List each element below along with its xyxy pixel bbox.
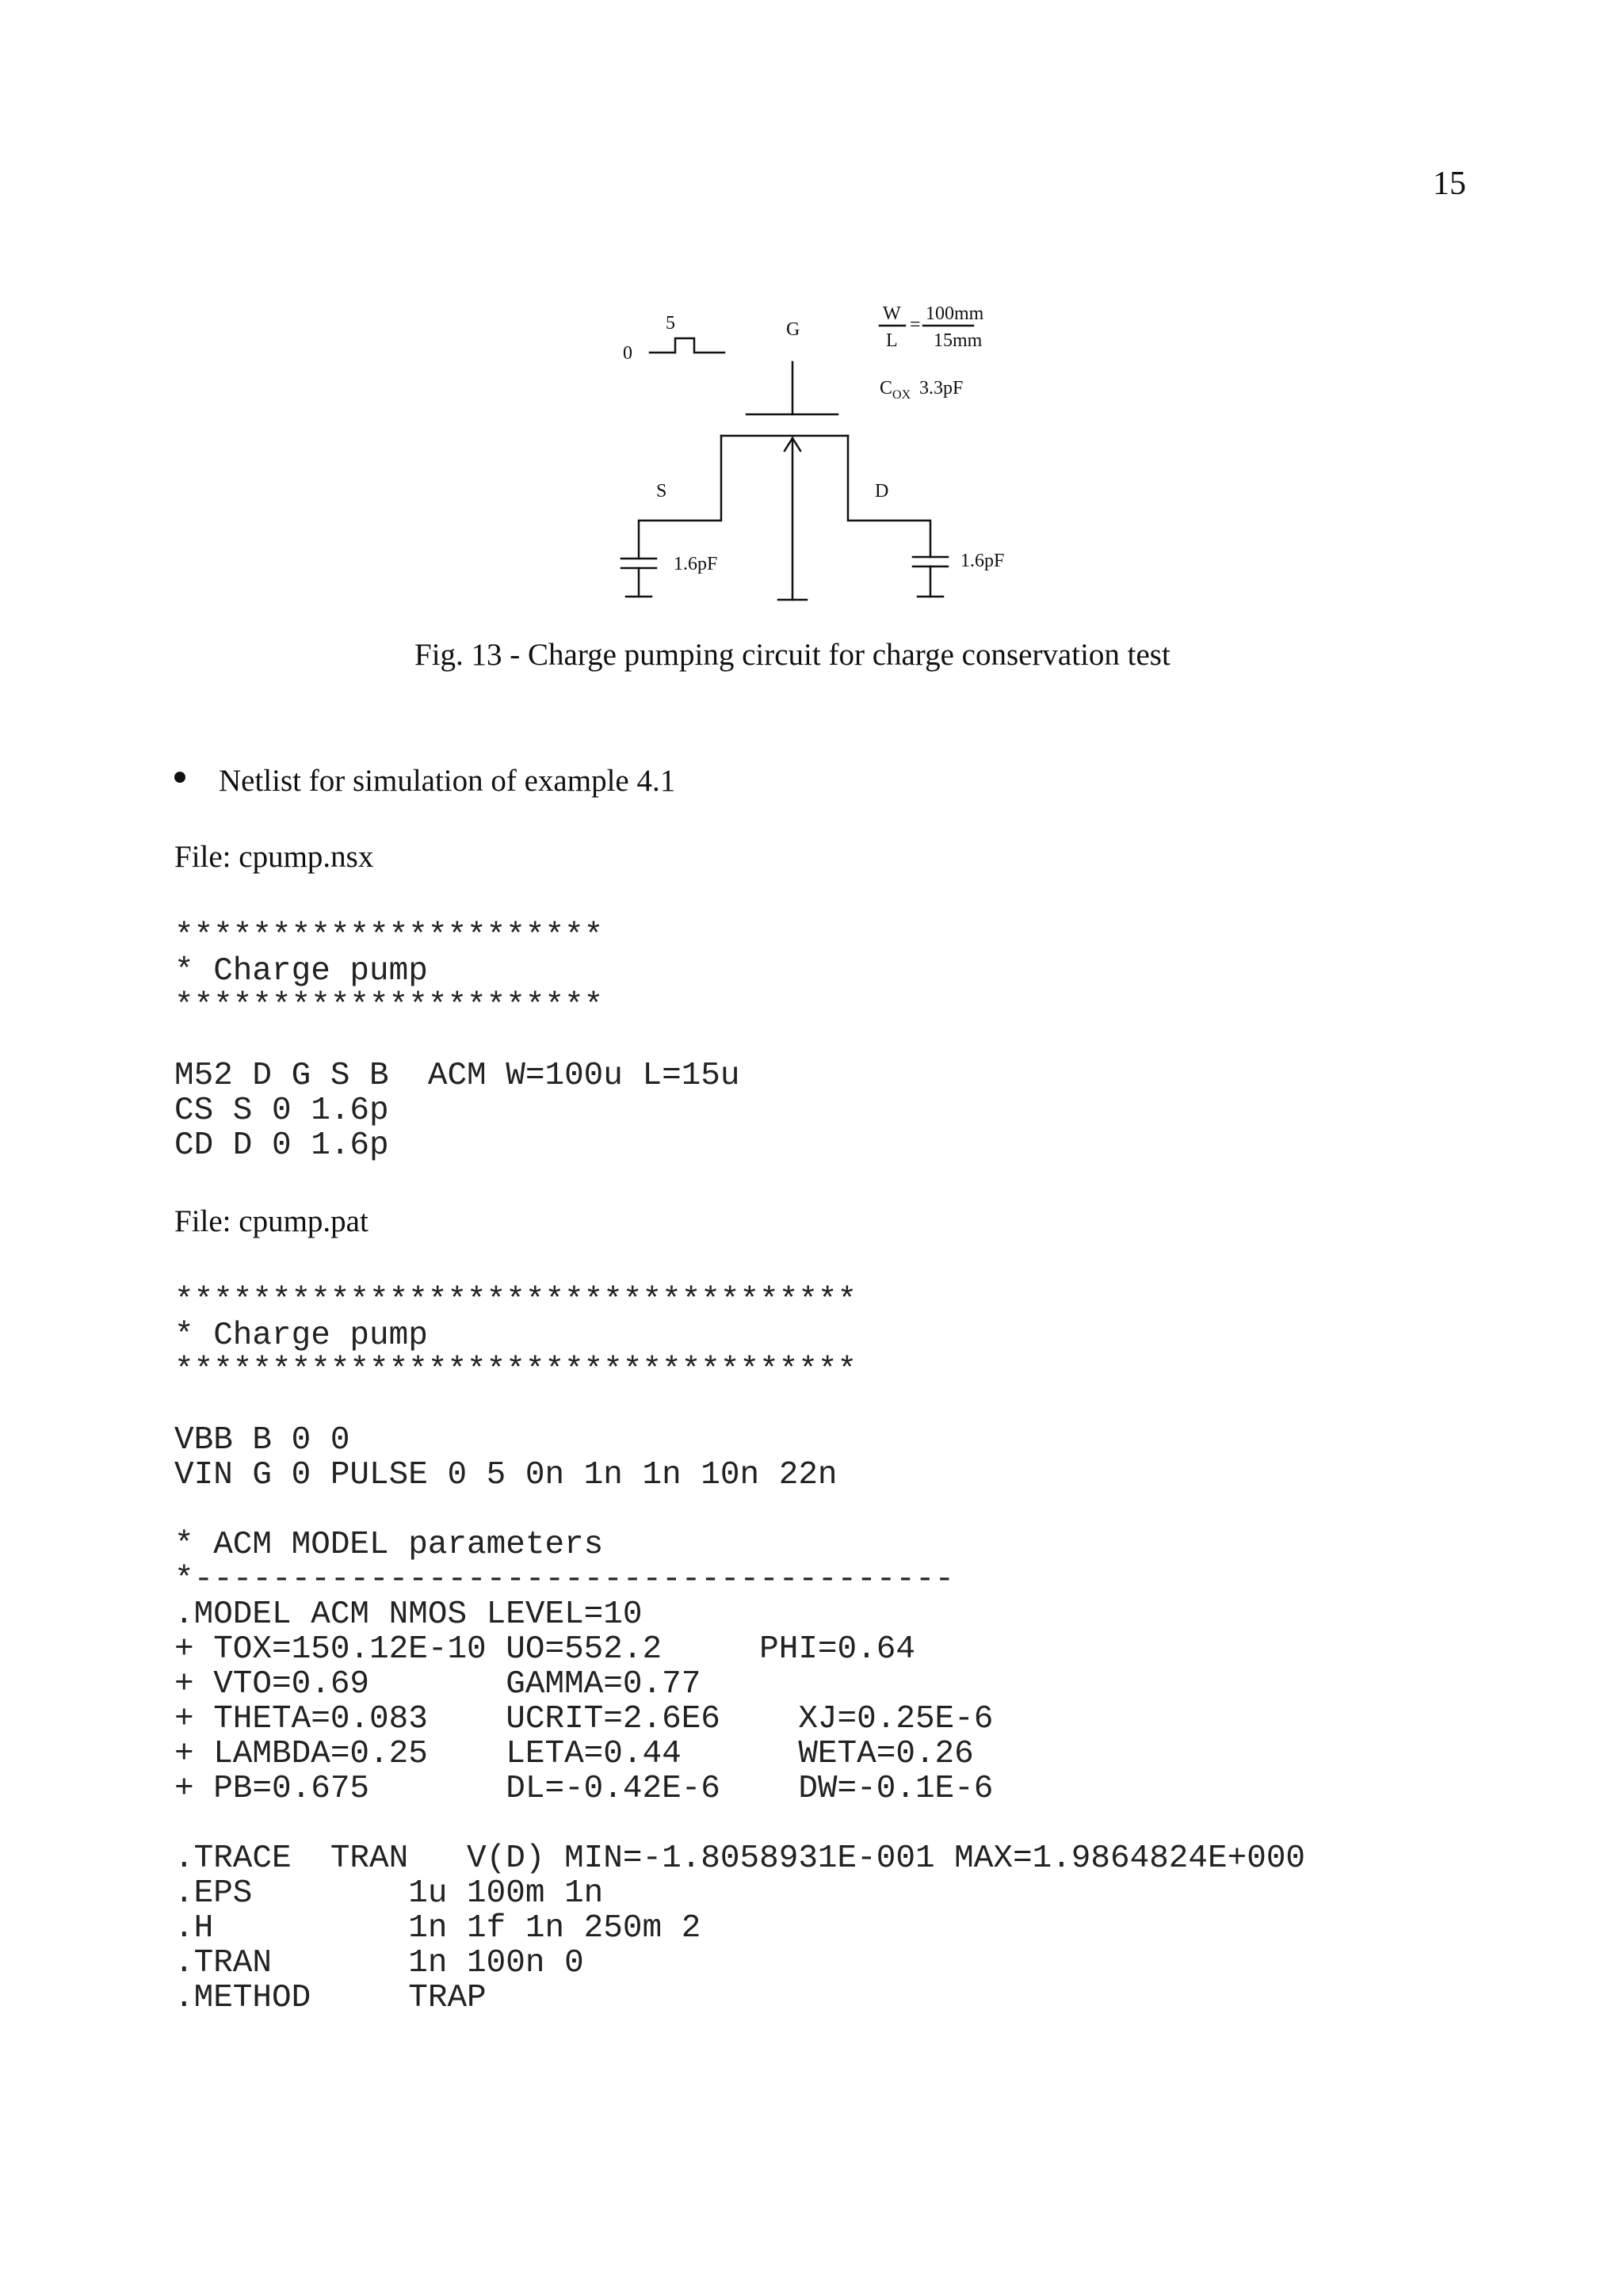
w-label: W — [883, 303, 901, 324]
charge-pump-circuit-figure — [602, 289, 1046, 622]
bullet-item — [174, 762, 675, 800]
bullet-icon — [174, 772, 185, 783]
gate-label: G — [786, 319, 800, 340]
pulse-waveform — [650, 338, 724, 353]
pulse-low-label: 0 — [623, 343, 632, 364]
cox-label: $C_{OX}$ — [880, 378, 911, 402]
cd-value: 1.6pF — [960, 551, 1005, 571]
drain-wire — [848, 436, 930, 557]
equals-sign: = — [910, 315, 921, 335]
cs-value: 1.6pF — [674, 554, 718, 574]
netlist-code-pat: *********************************** * Charge pump *********************************** VBB B 0 0 VIN G 0 PULSE 0 5 0n 1n 1n 10n 22n * ACM MODEL parameters *--------------------------------------- .MODEL ACM NMOS LEVEL=10 + TOX=150.12E-10 UO=552.2 PHI=0.64 + VTO=0.69 GAMMA=0.77 + THETA=0.083 UCRIT=2.6E6 XJ=0.25E-6 + LAMBDA=0.25 LETA=0.44 WETA=0.26 + PB=0.675 DL=-0.42E-6 DW=-0.1E-6 .TRACE TRAN V(D) MIN=-1.8058931E-001 MAX=1.9864824E+000 .EPS 1u 100m 1n .H 1n 1f 1n 250m 2 .TRAN 1n 100n 0 .METHOD TRAP — [174, 1283, 1306, 2016]
drain-label: D — [875, 481, 889, 502]
netlist-code-nsx: ********************** * Charge pump ********************** M52 D G S B ACM W=100u L=15u CS S 0 1.6p CD D 0 1.6p — [174, 918, 740, 1164]
pulse-high-label: 5 — [666, 313, 675, 334]
page-number: 15 — [1433, 166, 1466, 202]
source-label: S — [656, 481, 667, 502]
l-label: L — [886, 330, 898, 351]
cox-value: 3.3pF — [919, 378, 964, 399]
figure-caption: Fig. 13 - Charge pumping circuit for charge conservation test — [414, 638, 1170, 672]
file-label-nsx: File: cpump.nsx — [174, 840, 374, 874]
file-label-pat: File: cpump.pat — [174, 1204, 369, 1238]
bullet-text: Netlist for simulation of example 4.1 — [219, 764, 676, 798]
circuit-diagram — [602, 289, 1046, 622]
source-wire — [639, 436, 721, 559]
w-value: 100mm — [926, 303, 984, 324]
l-value: 15mm — [934, 330, 983, 351]
